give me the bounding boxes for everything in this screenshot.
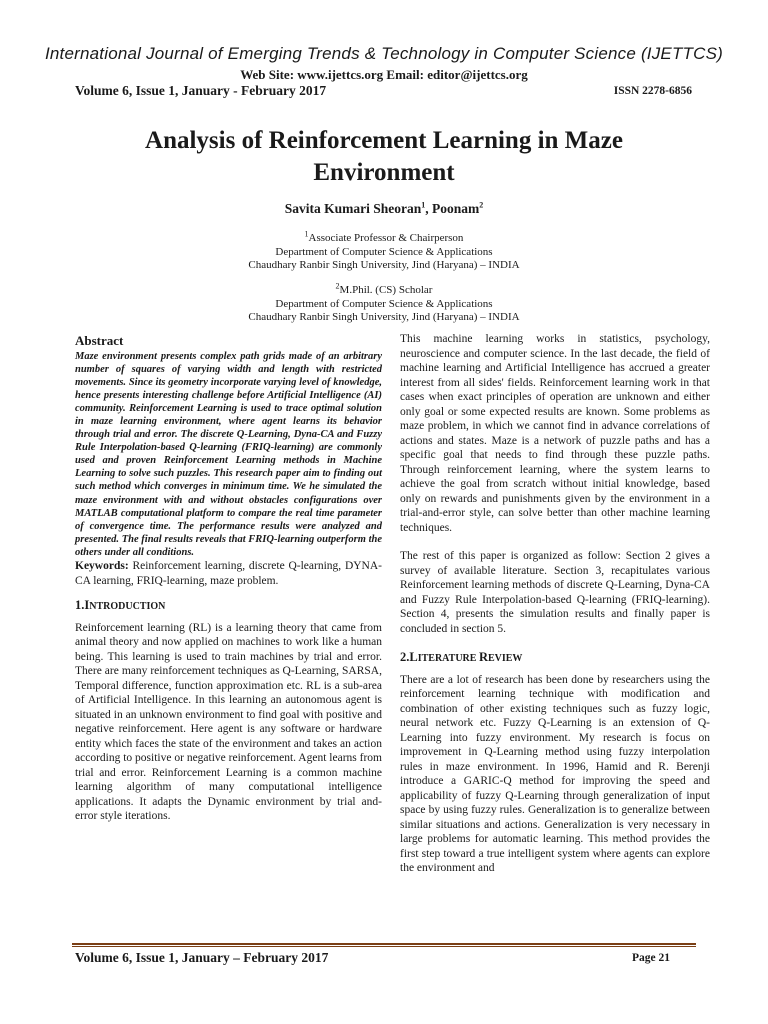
- header-volume: Volume 6, Issue 1, January - February 2017: [75, 83, 327, 98]
- literature-number: 2.: [400, 650, 410, 664]
- introduction-cap: I: [84, 598, 90, 612]
- affiliation-2-role: M.Phil. (CS) Scholar: [339, 284, 433, 296]
- affiliation-2-univ: Chaudhary Ranbir Singh University, Jind (Haryana) – INDIA: [248, 311, 520, 323]
- abstract-heading: Abstract: [75, 333, 124, 348]
- journal-website: Web Site: www.ijettcs.org Email: editor@ijettcs.org: [240, 67, 528, 82]
- literature-rest-1: ITERATURE: [417, 653, 479, 664]
- author-2: Poonam: [432, 201, 480, 216]
- literature-review-body: There are a lot of research has been done by researchers using the reinforcement learning technique with modification and combination of other existing techniques such as fuzzy logic, neural network etc. Fuzzy Q-Learning is an extension of Q-Learning into fuzzy environment. My research is focus on improvement in Q-Learning method using fuzzy interpolation rules in maze environment. In 1996, Hamid and R. Berenji introduce a GARIC-Q method for improving the speed and applicability of fuzzy Q-Learning through generalization of input space by using fuzzy rules. Generalization is to generalize between similar situations and actions. Generalization is very necessary in large problems for automatic learning. This method provides the first step toward a true intelligent system where agents can explore the environment and: [400, 673, 710, 874]
- footer-page-number: Page 21: [632, 952, 671, 964]
- journal-title: International Journal of Emerging Trends & Technology in Computer Science (IJETTCS): [44, 44, 724, 63]
- right-paragraph-2: The rest of this paper is organized as follow: Section 2 gives a survey of available literature. Section 3, recapitulates various Reinforcement learning methods of discrete Q-Learning, Dyna-CA and Fuzzy Rule Interpolation-based Q-learning (FRIQ-learning). Section 4, presents the simulation results and finally paper is concluded in section 5.: [400, 550, 710, 635]
- right-column: [400, 332, 710, 876]
- author-line: [0, 201, 768, 217]
- right-paragraph-1: This machine learning works in statistics, psychology, neuroscience and computer science. In the last decade, the field of machine learning and Artificial Intelligence has accrued a greater interest from all sides' fields. Reinforcement learning work in that cases when exact principles of operation are unknown and either only goal or some expected results are known. Some problems as maze problem, in which we cannot find in advance correlations of actions and states. Maze is a network of puzzle paths and has a specific goal that needs to find through these puzzle paths. Through reinforcement learning, where the system learns to achieve the goal from scratch without initial knowledge, based only on rewards and punishments given by the environment in a trial-and-error style, can solve better than other machine learning techniques.: [400, 333, 710, 534]
- footer-rule-thin: [72, 946, 696, 947]
- affiliation-1-dept: Department of Computer Science & Applications: [275, 245, 493, 258]
- header-issn: ISSN 2278-6856: [613, 85, 692, 97]
- header-row: [75, 83, 692, 103]
- footer-volume: Volume 6, Issue 1, January – February 2017: [75, 950, 329, 965]
- introduction-heading: [75, 598, 382, 615]
- keywords: [75, 559, 382, 588]
- literature-cap-2: R: [478, 650, 488, 664]
- author-1-sup: 1: [421, 200, 426, 210]
- literature-cap-1: L: [409, 650, 418, 664]
- affiliation-1: [0, 229, 768, 273]
- keywords-text: Reinforcement learning, discrete Q-learning, DYNA-CA learning, FRIQ-learning, maze problem.: [75, 560, 382, 587]
- literature-rest-2: EVIEW: [487, 653, 523, 664]
- affiliation-2: [0, 281, 768, 325]
- affiliation-2-role-line: [0, 281, 768, 298]
- affiliation-1-sup: 1: [304, 229, 309, 239]
- introduction-number: 1.: [75, 598, 85, 612]
- left-column: [75, 334, 382, 824]
- introduction-rest: NTRODUCTION: [89, 601, 166, 612]
- keywords-label: Keywords:: [75, 560, 129, 572]
- footer-rule: [72, 943, 696, 945]
- author-1: Savita Kumari Sheoran: [284, 201, 422, 216]
- introduction-body: Reinforcement learning (RL) is a learning theory that came from animal theory and now applied on machines to work like a human being. This learning is used to train machines by trial and error. There are many reinforcement techniques as Q-Learning, SARSA, Temporal difference, function approximation etc. RL is a sub-area of Artificial Intelligence. In this learning an autonomous agent is situated in an unknown environment to find goal with positive and negative reinforcement. Here agent is any software or hardware entity which faces the state of the environment and takes an action according to positive or negative reinforcement. Agent learns from trial and error. Reinforcement Learning is a common machine learning algorithm of many computational intelligence applications. It adapts the Dynamic environment by trial and- error style iterations.: [75, 621, 382, 822]
- author-separator: ,: [425, 201, 432, 216]
- literature-review-heading: [400, 650, 710, 667]
- affiliation-1-role: Associate Professor & Chairperson: [308, 232, 464, 244]
- affiliation-2-dept: Department of Computer Science & Applications: [275, 297, 493, 310]
- affiliation-1-role-line: [0, 229, 768, 246]
- author-2-sup: 2: [479, 200, 484, 210]
- affiliation-1-univ: Chaudhary Ranbir Singh University, Jind (Haryana) – INDIA: [248, 259, 520, 271]
- paper-title: Analysis of Reinforcement Learning in Maze Environment: [145, 127, 623, 186]
- affiliation-2-sup: 2: [335, 281, 340, 291]
- abstract-body: Maze environment presents complex path grids made of an arbitrary number of squares of varying width and length with restricted movements. Since its geometry incorporate varying level of knowledge, hence presents interesting challenge before Artificial Intelligence (AI) community. Reinforcement Learning is used to trace optimal solution in maze learning environment, where agent learns its behavior through trial and error. The discrete Q-Learning, Dyna-CA and Fuzzy Rule Interpolation-based Q-learning (FRIQ-learning) are commonly used and proven Reinforcement Learning methods in Machine Learning to solve such puzzles. This research paper aim to finding out such method which converges in minimum time. We he simulated the maze environment with and without obstacles configurations over MATLAB computational platform to compare the real time parameter of convergence time. The performance results were analyzed and presented. The final results reveals that FRIQ-learning outperform the others under all conditions.: [75, 350, 382, 558]
